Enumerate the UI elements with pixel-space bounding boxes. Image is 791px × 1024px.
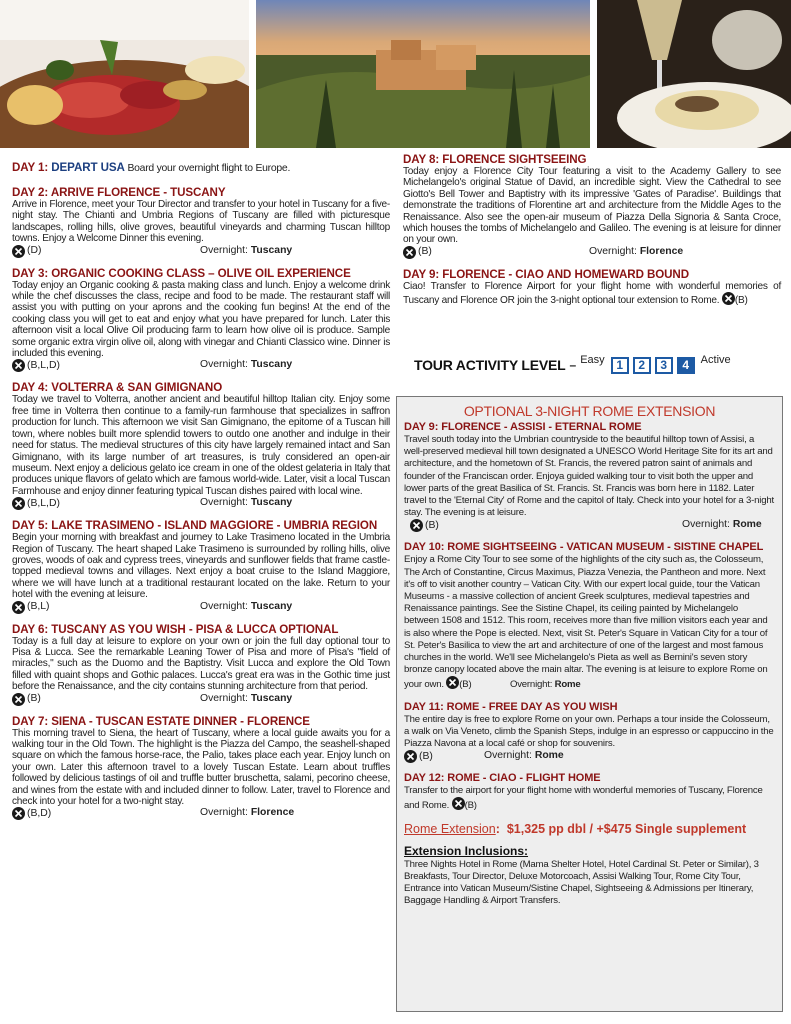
meals-included-icon [410,519,423,532]
day-title: DAY 9: FLORENCE - ASSISI - ETERNAL ROME [404,421,642,433]
meal-row [12,245,390,258]
overnight-location: Rome [554,679,581,691]
day-title: DAY 11: ROME - FREE DAY AS YOU WISH [404,700,618,713]
ext-day-9 [404,421,775,532]
overnight-label: Overnight: [484,750,532,762]
activity-level-1: 1 [611,357,629,374]
day-3 [12,267,390,373]
meal-row [404,750,775,763]
tour-activity-level [414,354,784,376]
day-6 [12,623,390,706]
day-7 [12,715,390,821]
meals-included-icon [12,601,25,614]
day-body: Begin your morning with breakfast and journey to Lake Trasimeno located in the Umbria Region of Tuscany. The heart shaped Lake Trasimeno is surrounded by rolling hills, olive groves, woods of oak and cypress trees, vineyards and sunflower fields that frame castle-topped medieval towns and villages. Next enjoy a boat cruise to the Island Maggiore, where we will have lunch at a traditional restaurant located on the lake. Return to your hotel with the evening at leisure. [12,532,390,601]
day-body: Today enjoy an Organic cooking & pasta making class and lunch. Enjoy a welcome drink while the chef discusses the class, recipe and food to be made. The restaurant staff will assist you with putting on your aprons and the cooking fun begins! At the end of the cooking class you will get to eat and enjoy what you have prepared for lunch. Later this afternoon visit a local Olive Oil producing farm to learn how olive oil is produce. Sample some organic extra virgin olive oil, along with vinegar and Chianti Classico wine. Dinner is included this evening. [12,279,390,360]
meals-included: (B) [418,246,432,258]
activity-level-3: 3 [655,357,673,374]
meal-row [403,246,781,259]
ext-day-10 [404,541,775,691]
day-body: Arrive in Florence, meet your Tour Director and transfer to your hotel in Tuscany for a five-night stay. The Chianti and Umbria Regions of Tuscany are filled with picturesque landscapes, rolling hills, olive groves, beautiful vineyards and charming Tuscan hilltop towns. Enjoy a Welcome Dinner this evening. [12,199,390,245]
overnight-label: Overnight: [200,692,248,704]
price-label: Rome Extension [404,821,496,836]
meal-row [404,519,775,532]
meals-included-icon [12,497,25,510]
day-body: Today enjoy a Florence City Tour featuring a visit to the Academy Gallery to see Michelangelo's original Statue of David, an incredible sight. View the Cathedral to see Giotto's Bell Tower and Baptistry with its impressive 'Gates of Paradise'. Buildings that demonstrate the traditions of Florentine art and architecture from the Middle Ages to the Renaissance. Also see the open-air museum of Piazza Della Signoria & Santa Croce, which houses the tombs of Michelangelo and Galileo. The evening is at leisure for dinner on your own. [403,166,781,246]
activity-level-2: 2 [633,357,651,374]
meals-included-icon [404,750,417,763]
extension-heading: OPTIONAL 3-NIGHT ROME EXTENSION [463,403,716,419]
day-body: Board your overnight flight to Europe. [127,163,291,174]
meals-included-icon [446,676,459,689]
day-9 [403,268,781,307]
day-body: Today we travel to Volterra, another ancient and beautiful hilltop Italian city. Enjoy some free time in Volterra then continue to a family-run farmhouse that specializes in saffron production for lunch. This afternoon we visit San Gimignano, the epitome of a Tuscan hill town, where nobles built more splendid towers to outdo one another and indulge in their need for status. The medieval structures of this city have largely remained intact and San Gimignano, with its large number of art treasures, is truly considered an open-air museum. Next enjoy a delicious gelato ice cream in one of the oldest gelateria in Italy that produces unique flavors of gelato which are famous world-wide. Later, visit a local Tuscan Farmhouse and enjoy dinner featuring typical Tuscan dishes paired with local wine. [12,394,390,497]
meals-included-icon [452,797,465,810]
overnight-location: Tuscany [250,244,293,256]
meals-included: (B) [27,693,41,705]
day-body: Transfer to the airport for your flight home with wonderful memories of Tuscany, Florence and Rome. [404,785,763,812]
overnight-label: Overnight: [509,679,553,691]
meal-row [12,359,390,372]
day-title: DAY 9: FLORENCE - CIAO AND HOMEWARD BOUND [403,267,689,281]
meals-included: (B) [464,800,477,812]
day-5 [12,519,390,613]
inclusions-title: Extension Inclusions: [404,843,529,858]
charcuterie-board-photo [0,0,249,148]
day-title: DAY 7: SIENA - TUSCAN ESTATE DINNER - FLORENCE [12,714,310,728]
overnight-location: Rome [732,519,762,531]
overnight-location: Tuscany [250,692,293,704]
overnight-location: Florence [250,807,295,819]
activity-separator: – [569,358,577,372]
overnight-location: Florence [639,245,684,257]
meals-included-icon [12,807,25,820]
meals-included-icon [12,693,25,706]
day-title: DAY 5: LAKE TRASIMENO - ISLAND MAGGIORE - UMBRIA REGION [12,519,378,533]
overnight-location: Tuscany [250,497,293,509]
meal-row [12,807,390,820]
day-title: DAY 10: ROME SIGHTSEEING - VATICAN MUSEUM - SISTINE CHAPEL [404,541,764,554]
day-title: DAY 8: FLORENCE SIGHTSEEING [403,153,587,166]
meal-row [12,693,390,706]
day-2 [12,186,390,258]
overnight-location: Tuscany [250,600,293,612]
day-title: DAY 4: VOLTERRA & SAN GIMIGNANO [12,381,223,395]
meals-included: (B,L) [27,601,50,613]
meals-included: (B) [425,519,439,531]
day-body: Ciao! Transfer to Florence Airport for your flight home with wonderful memories of Tuscany and Florence OR join the 3-night optional tour extension to Rome. [403,280,781,307]
meals-included: (D) [27,245,42,257]
overnight-label: Overnight: [200,497,248,509]
meals-included: (B) [459,679,472,691]
meals-included: (B) [419,750,433,762]
meal-row [12,601,390,614]
overnight-label: Overnight: [200,600,248,612]
overnight-label: Overnight: [200,807,248,819]
meals-included-icon [403,246,416,259]
truffle-pasta-wine-photo [597,0,791,148]
meals-included-icon [12,359,25,372]
price-value: $1,325 pp dbl / +$475 Single supplement [506,821,747,836]
day-title: DAY 6: TUSCANY AS YOU WISH - PISA & LUCCA OPTIONAL [12,622,339,636]
overnight-location: Tuscany [250,359,293,371]
day-8 [403,153,781,259]
tuscan-village-photo [256,0,590,148]
meals-included: (B,L,D) [27,359,60,371]
meals-included: (B,D) [27,807,52,819]
overnight-label: Overnight: [200,359,248,371]
price-colon: : [495,821,500,836]
ext-day-11 [404,701,775,764]
overnight-label: Overnight: [589,245,637,257]
meals-included-icon [722,292,735,305]
day-1 [12,158,390,176]
itinerary-right-column [403,153,781,316]
extension-price [404,822,775,836]
day-body: The entire day is free to explore Rome on your own. Perhaps a tour inside the Colosseum, a walk on Via Veneto, climb the Spanish Steps, indulge in an espresso or cappuccino in the Piazza Navona at a local café or shop for souvenirs. [404,713,774,750]
inclusions-body: Three Nights Hotel in Rome (Mama Shelter Hotel, Hotel Cardinal St. Peter or Similar), 3 Breakfasts, Tour Director, Deluxe Motorcoach, Assisi Walking Tour, Rome City Tour, Entrance into Vatican Museum/Sistine Chapel, Sightseeing & Admissions per Itinerary, Baggage Handling & Airport Transfers. [404,858,759,907]
overnight-location: Rome [534,750,564,762]
day-body: Travel south today into the Umbrian countryside to the beautiful hilltop town of Assisi, a well-preserved medieval hill town designated a UNESCO World Heritage Site for its art and architecture, and the hometown of St. Francis, the revered patron saint of animals and founder of the Franciscan order. Enjoya guided walking tour to visit both the upper and lower parts of the great Basilica of St. Francis. St. Francis was born here in 1182. Later travel to the 'Eternal City' of Rome and the capitol of Italy. Check into your hotel for a 3-night stay. The evening is at leisure. [404,434,774,519]
meals-included-icon [12,245,25,258]
day-title: DAY 2: ARRIVE FLORENCE - TUSCANY [12,186,226,199]
ext-day-12 [404,772,775,812]
activity-active-label: Active [700,354,731,366]
meals-included: (B,L,D) [27,497,60,509]
day-title: DAY 3: ORGANIC COOKING CLASS – OLIVE OIL EXPERIENCE [12,266,351,280]
day-title: DAY 12: ROME - CIAO - FLIGHT HOME [404,772,601,785]
overnight-label: Overnight: [200,244,248,256]
itinerary-left-column [12,158,390,829]
day-body: Today is a full day at leisure to explore on your own or join the full day optional tour to Pisa & Lucca. See the remarkable Leaning Tower of Pisa and more of Pisa's "field of miracles," such as the Duomo and the Baptistry. Visit Lucca and explore the Old Town filled with quaint shops and Gothic palaces. Lucca's great era was in the Gothic time just before the Renaissance, and the city contains stunning architecture from that period. [12,635,390,693]
depart-usa-label: DEPART USA [51,161,125,174]
activity-easy-label: Easy [580,354,605,366]
day-title: DAY 1: [12,161,52,174]
meal-row [12,497,390,510]
overnight-label: Overnight: [682,519,730,531]
meals-included: (B) [734,295,748,307]
activity-title: TOUR ACTIVITY LEVEL [414,357,566,373]
day-body: Enjoy a Rome City Tour to see some of the highlights of the city such as, the Colosseum, The Arch of Constantine, Circus Maximus, Piazza Venezia, the Pantheon and more. Next it's off to visit another country – Vatican City. With our expert local guide, tour the Vatican Museums - a massive collection of ancient Greek sculptures, medieval tapestries and Renaissance paintings. See the Sistine Chapel, its ceiling painted by Michelangelo between 1508 and 1512. This room, receives more than five million visitors each year and is also where the Pope is elected. Next, visit St. Peter's Square in Vatican City for a tour of St. Peter's Basilica to view the art and architecture of one of the largest and most famous churches in the world. We'll see Michelangelo's Pieta as well as Bernini's seven story bronze canopy located above the main altar. The evening is at leisure to explore Rome on your own. [404,554,768,691]
rome-extension-box [396,396,783,1012]
day-4 [12,381,390,510]
day-body: This morning travel to Siena, the heart of Tuscany, where a local guide awaits you for a walking tour in the Old Town. The highlight is the Piazza del Campo, the seashell-shaped square on which the famous horse-race, the Palio, takes place each year. Enjoy lunch on your own. Later this afternoon travel to a lovely Tuscan Estate. Learn about truffles followed by delicious tastings of oil and truffle butter bruschetta, salami, pecorino cheese, and wines from the estate with and included dinner to follow. Later, travel to Florence and check into your hotel for a two-night stay. [12,727,390,808]
activity-level-4: 4 [677,357,695,374]
